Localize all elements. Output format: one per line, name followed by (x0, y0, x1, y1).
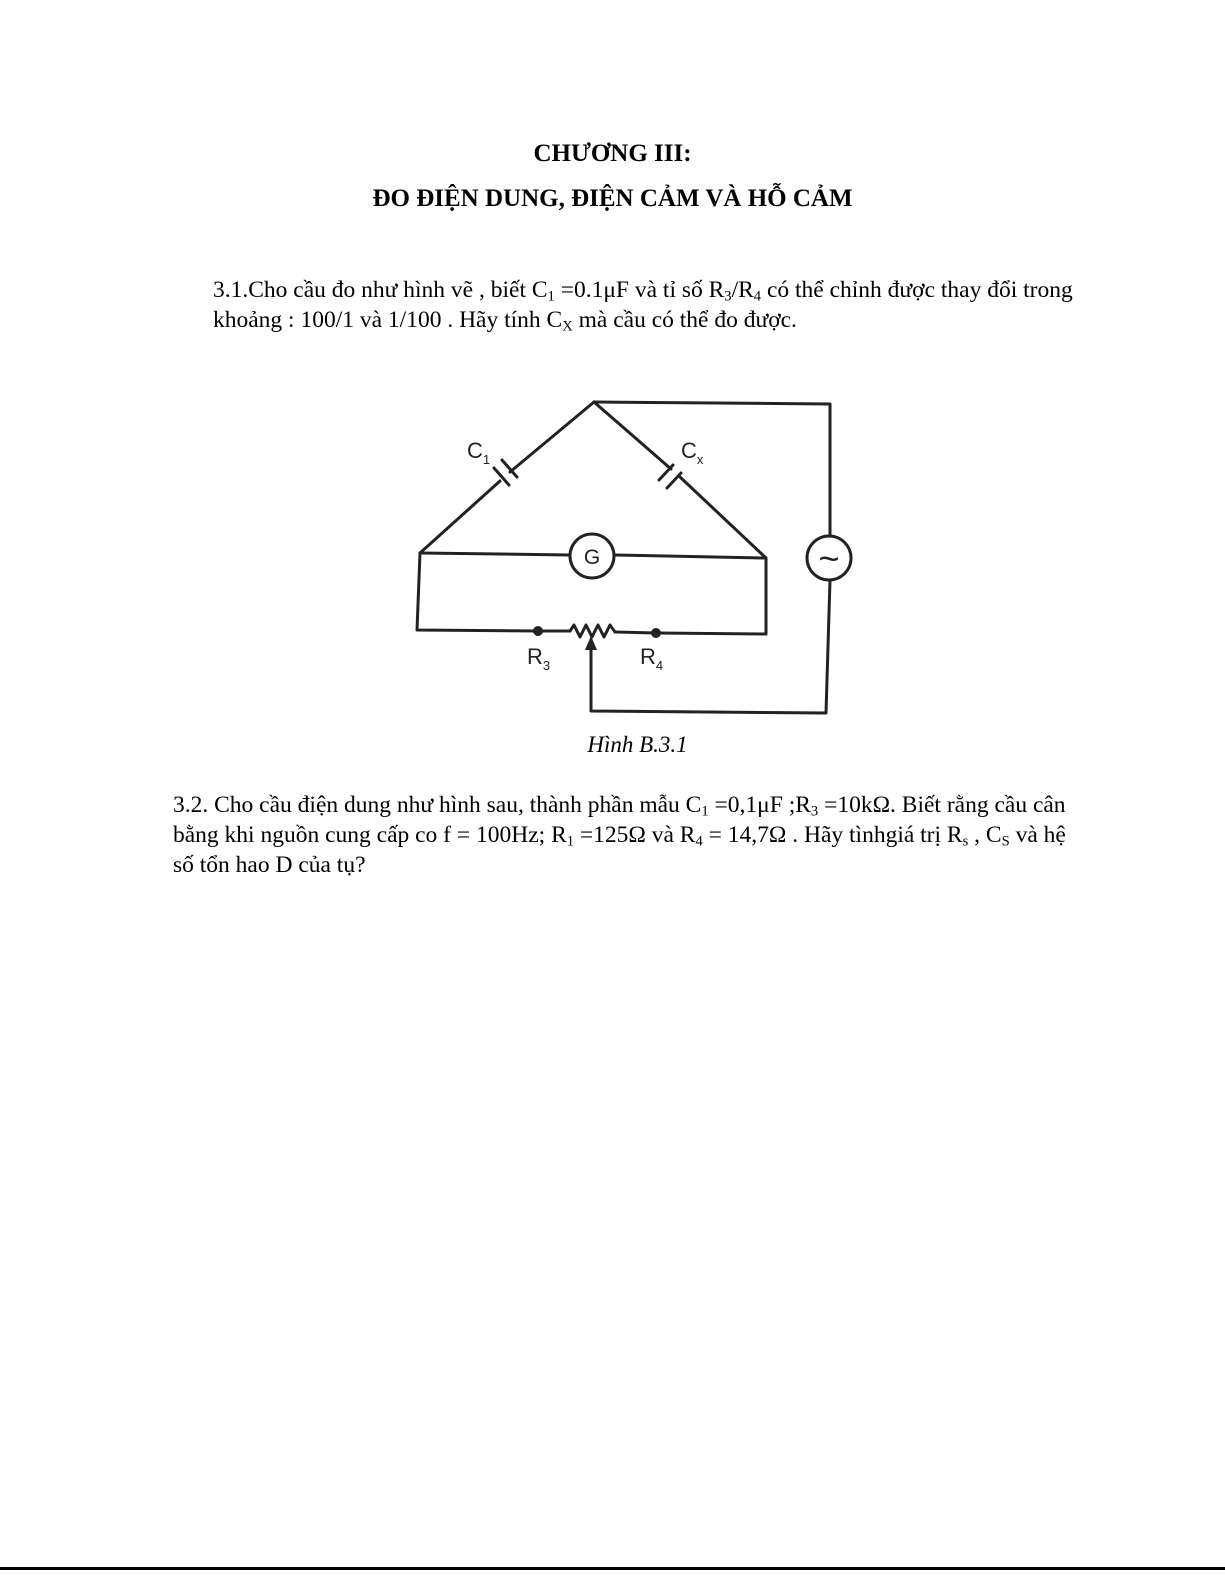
node-r3 (533, 626, 543, 636)
label-cx: C (681, 438, 697, 463)
label-r3: R (527, 644, 543, 669)
capacitor-cx-plate-b (667, 473, 681, 488)
wire-left-top (510, 402, 594, 472)
svg-text:R4 (640, 644, 663, 673)
resistor-r3-r4 (570, 625, 615, 637)
svg-text:C1 (467, 438, 490, 467)
problem-3-1: 3.1.Cho cầu đo như hình vẽ , biết $C_1 =0.1\mu F$ và tỉ số $R_3/R_4$ có thể chỉnh được thay đổi trong khoảng : 100/1 và 1/100 . Hãy tính $C_X$ mà cầu có thể đo được. (213, 277, 1073, 335)
label-c1: C (467, 438, 483, 463)
node-r4 (651, 628, 661, 638)
chapter-title: ĐO ĐIỆN DUNG, ĐIỆN CẢM VÀ HỖ CẢM (372, 185, 853, 212)
bridge-circuit-diagram (400, 385, 880, 725)
page-bottom-rule (0, 1567, 1225, 1570)
figure-caption: Hình B.3.1 (587, 732, 688, 757)
svg-text:Cx (681, 438, 704, 467)
wire-left-upper (420, 481, 500, 553)
wire-top-to-source (594, 402, 830, 535)
label-g: G (583, 546, 601, 569)
wire-right-lower (680, 477, 766, 558)
wire-r4-lead (615, 632, 656, 633)
wire-galvo-right (614, 555, 766, 558)
wire-right-top (594, 402, 671, 469)
capacitor-cx-plate-a (659, 465, 673, 480)
label-r3-sub: 3 (542, 658, 551, 673)
label-cx-sub: x (696, 452, 704, 467)
wire-galvo-left (420, 553, 570, 555)
wire-lower-loop (417, 553, 538, 631)
wire-source-down (591, 580, 830, 713)
problem-3-2: 3.2. Cho cầu điện dung như hình sau, thành phần mẫu $C_1 =0,1\mu F$ $;R_3 =10k\Omega$. Biết rằng cầu cân bằng khi nguồn cung cấp co f = 100Hz; $R_1 =125\Omega$ và $R_4 = 14,7\Omega$ . Hãy tìnhgiá trị $R_s$ , $C_S$ và hệ số tổn hao D của tụ? (173, 792, 1066, 878)
wiper-arrowhead (585, 636, 597, 650)
label-source: ~ (818, 538, 840, 579)
wire-right-down (656, 558, 766, 634)
label-c1-sub: 1 (482, 452, 491, 467)
svg-text:R3 (527, 644, 550, 673)
chapter-number: CHƯƠNG III: (533, 140, 692, 167)
label-r4-sub: 4 (655, 658, 664, 673)
label-r4: R (640, 644, 656, 669)
